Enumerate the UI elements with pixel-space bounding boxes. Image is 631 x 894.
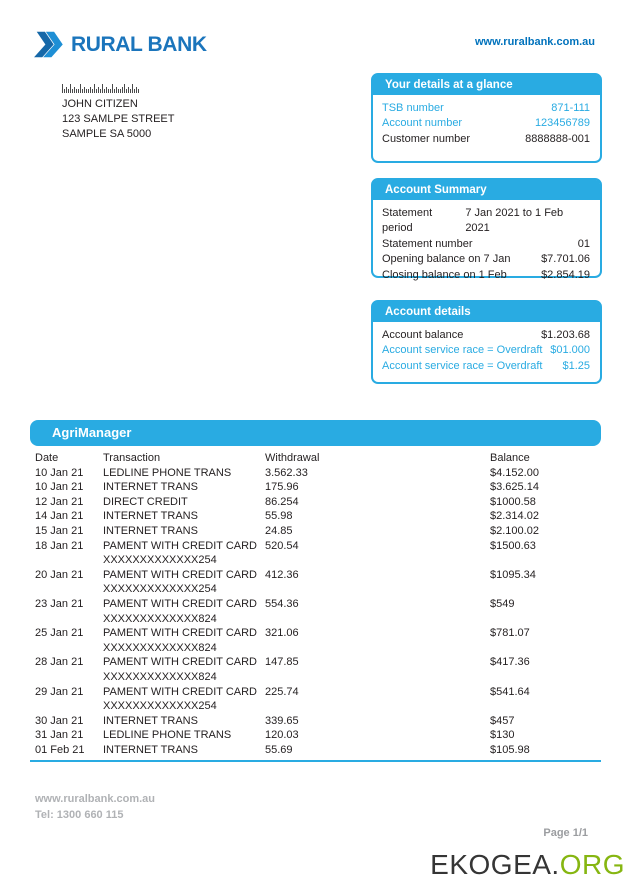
logo-text: RURAL BANK (71, 32, 207, 56)
transaction-name: DIRECT CREDIT (103, 495, 188, 508)
transaction-name: PAMENT WITH CREDIT CARD (103, 539, 258, 552)
transaction-withdrawal: 175.96 (265, 481, 299, 494)
transaction-date: 14 Jan 21 (35, 510, 84, 523)
transaction-date: 15 Jan 21 (35, 524, 84, 537)
transaction-balance: $541.64 (490, 685, 530, 698)
account-details-row-value: $1.25 (562, 359, 590, 372)
transaction-description (103, 509, 265, 524)
details-box-body (373, 95, 600, 155)
transaction-balance: $781.07 (490, 627, 530, 640)
account-details-body (373, 322, 600, 382)
transaction-withdrawal: 3.562.33 (265, 466, 308, 479)
transaction-description (103, 568, 265, 597)
transaction-card-number: XXXXXXXXXXXXX254 (103, 700, 217, 713)
account-details-row-label: Account service race = Overdraft (382, 344, 543, 357)
transaction-card-number: XXXXXXXXXXXXX824 (103, 641, 217, 654)
transaction-withdrawal: 321.06 (265, 627, 299, 640)
account-details-row-value: $1.203.68 (541, 329, 590, 341)
summary-row-label: Statement period (382, 207, 433, 235)
transaction-row (30, 655, 601, 684)
transaction-name: PAMENT WITH CREDIT CARD (103, 568, 258, 581)
ekogea-watermark (430, 849, 625, 881)
transaction-balance: $3.625.14 (490, 481, 539, 494)
details-row (382, 116, 590, 131)
footer-contact (35, 792, 155, 823)
watermark-main: EKOGEA. (430, 849, 560, 880)
account-details-row (382, 343, 590, 358)
transaction-row (30, 728, 601, 743)
transaction-row (30, 509, 601, 524)
transaction-withdrawal: 55.98 (265, 510, 293, 523)
transaction-withdrawal: 147.85 (265, 656, 299, 669)
transactions-table (30, 451, 601, 762)
transaction-date: 20 Jan 21 (35, 568, 84, 581)
transaction-description (103, 743, 265, 758)
transaction-row (30, 597, 601, 626)
summary-row-value: $2.854.19 (541, 268, 590, 281)
account-details-row-value: $01.000 (550, 344, 590, 357)
transaction-date: 01 Feb 21 (35, 743, 85, 756)
transaction-name: LEDLINE PHONE TRANS (103, 466, 232, 479)
transaction-balance: $549 (490, 597, 515, 610)
transaction-date: 31 Jan 21 (35, 729, 84, 742)
transaction-withdrawal: 24.85 (265, 524, 293, 537)
transaction-card-number: XXXXXXXXXXXXX824 (103, 612, 217, 625)
transactions-table-header (30, 451, 601, 466)
transaction-balance: $2.314.02 (490, 510, 539, 523)
account-details-row (382, 328, 590, 343)
transaction-row (30, 685, 601, 714)
transaction-name: PAMENT WITH CREDIT CARD (103, 597, 258, 610)
details-row-label: TSB number (382, 102, 444, 114)
transaction-row (30, 495, 601, 510)
transaction-balance: $457 (490, 714, 515, 727)
summary-row-value: 01 (577, 237, 590, 250)
account-details-box (371, 300, 602, 384)
transaction-withdrawal: 412.36 (265, 568, 299, 581)
transaction-row (30, 743, 601, 758)
account-details-row-label: Account service race = Overdraft (382, 359, 543, 372)
account-details-title: Account details (373, 302, 600, 322)
transaction-row (30, 466, 601, 481)
transaction-balance: $130 (490, 729, 515, 742)
transaction-balance: $1500.63 (490, 539, 536, 552)
transactions-table-body (30, 466, 601, 758)
recipient-street: 123 SAMLPE STREET (62, 112, 175, 125)
recipient-city: SAMPLE SA 5000 (62, 127, 152, 140)
transaction-name: INTERNET TRANS (103, 510, 198, 523)
transaction-name: INTERNET TRANS (103, 743, 198, 756)
transaction-date: 25 Jan 21 (35, 627, 84, 640)
details-row-value: 871-111 (551, 102, 590, 114)
details-row (382, 101, 590, 116)
details-row-value: 123456789 (534, 117, 590, 130)
summary-box-body (373, 200, 600, 291)
transaction-description (103, 524, 265, 539)
transaction-name: INTERNET TRANS (103, 481, 198, 494)
transaction-withdrawal: 225.74 (265, 685, 299, 698)
details-row-label: Customer number (382, 132, 471, 145)
col-header-transaction: Transaction (103, 452, 161, 464)
transaction-date: 12 Jan 21 (35, 495, 84, 508)
watermark-suffix: ORG (559, 849, 625, 880)
transaction-withdrawal: 120.03 (265, 729, 299, 742)
transaction-name: PAMENT WITH CREDIT CARD (103, 685, 258, 698)
transaction-row (30, 568, 601, 597)
recipient-address-block (62, 84, 175, 141)
transaction-description (103, 685, 265, 714)
details-row (382, 132, 590, 147)
footer-website: www.ruralbank.com.au (35, 793, 156, 805)
transaction-date: 30 Jan 21 (35, 714, 84, 727)
summary-row-value: 7 Jan 2021 to 1 Feb 2021 (465, 207, 564, 235)
account-details-row (382, 359, 590, 374)
transaction-description (103, 495, 265, 510)
transaction-card-number: XXXXXXXXXXXXX254 (103, 554, 217, 567)
transaction-description (103, 480, 265, 495)
transaction-balance: $1000.58 (490, 495, 536, 508)
transaction-name: INTERNET TRANS (103, 714, 198, 727)
transaction-description (103, 714, 265, 729)
details-at-a-glance-box (371, 73, 602, 163)
transaction-balance: $1095.34 (490, 568, 536, 581)
transaction-date: 18 Jan 21 (35, 539, 84, 552)
account-summary-box (371, 178, 602, 281)
col-header-balance: Balance (490, 452, 530, 464)
rural-bank-logo (34, 31, 207, 58)
transaction-balance: $105.98 (490, 743, 530, 756)
transaction-date: 28 Jan 21 (35, 656, 84, 669)
details-row-value: 8888888-001 (525, 132, 590, 145)
summary-row (382, 206, 590, 237)
summary-row-label: Closing balance on 1 Feb (382, 268, 507, 281)
transaction-name: PAMENT WITH CREDIT CARD (103, 656, 258, 669)
recipient-name: JOHN CITIZEN (62, 98, 138, 110)
transaction-row (30, 539, 601, 568)
transaction-withdrawal: 86.254 (265, 495, 299, 508)
transaction-balance: $417.36 (490, 656, 530, 669)
transaction-description (103, 626, 265, 655)
transaction-name: PAMENT WITH CREDIT CARD (103, 627, 258, 640)
summary-row (382, 237, 590, 252)
summary-row-label: Opening balance on 7 Jan (382, 253, 511, 266)
page-number: Page 1/1 (543, 827, 588, 839)
transaction-date: 10 Jan 21 (35, 481, 84, 494)
col-header-date: Date (35, 452, 59, 464)
transaction-row (30, 626, 601, 655)
transaction-withdrawal: 55.69 (265, 743, 293, 756)
transaction-withdrawal: 339.65 (265, 714, 299, 727)
double-chevron-icon (34, 31, 65, 58)
transaction-balance: $2.100.02 (490, 524, 539, 537)
transaction-description (103, 466, 265, 481)
transaction-name: INTERNET TRANS (103, 524, 198, 537)
transaction-balance: $4.152.00 (490, 466, 539, 479)
summary-row (382, 268, 590, 283)
transaction-description (103, 655, 265, 684)
transaction-withdrawal: 554.36 (265, 597, 299, 610)
col-header-withdrawal: Withdrawal (265, 452, 320, 464)
transactions-section-title: AgriManager (30, 420, 601, 446)
website-link-header[interactable]: www.ruralbank.com.au (474, 36, 595, 48)
transaction-withdrawal: 520.54 (265, 539, 299, 552)
transaction-date: 29 Jan 21 (35, 685, 84, 698)
account-details-row-label: Account balance (382, 329, 464, 341)
transactions-section (30, 420, 601, 762)
postal-barcode-icon (62, 84, 175, 93)
transaction-date: 10 Jan 21 (35, 466, 84, 479)
summary-row-label: Statement number (382, 237, 473, 250)
footer-phone: Tel: 1300 660 115 (35, 808, 124, 821)
transaction-card-number: XXXXXXXXXXXXX824 (103, 670, 217, 683)
transaction-description (103, 728, 265, 743)
transaction-row (30, 524, 601, 539)
transaction-row (30, 480, 601, 495)
summary-row (382, 252, 590, 267)
transaction-description (103, 597, 265, 626)
transaction-name: LEDLINE PHONE TRANS (103, 729, 232, 742)
summary-box-title: Account Summary (373, 180, 600, 200)
transaction-date: 23 Jan 21 (35, 597, 84, 610)
details-row-label: Account number (382, 117, 463, 130)
transaction-card-number: XXXXXXXXXXXXX254 (103, 583, 217, 596)
transaction-row (30, 714, 601, 729)
transaction-description (103, 539, 265, 568)
details-box-title: Your details at a glance (373, 75, 600, 95)
summary-row-value: $7.701.06 (541, 253, 590, 266)
